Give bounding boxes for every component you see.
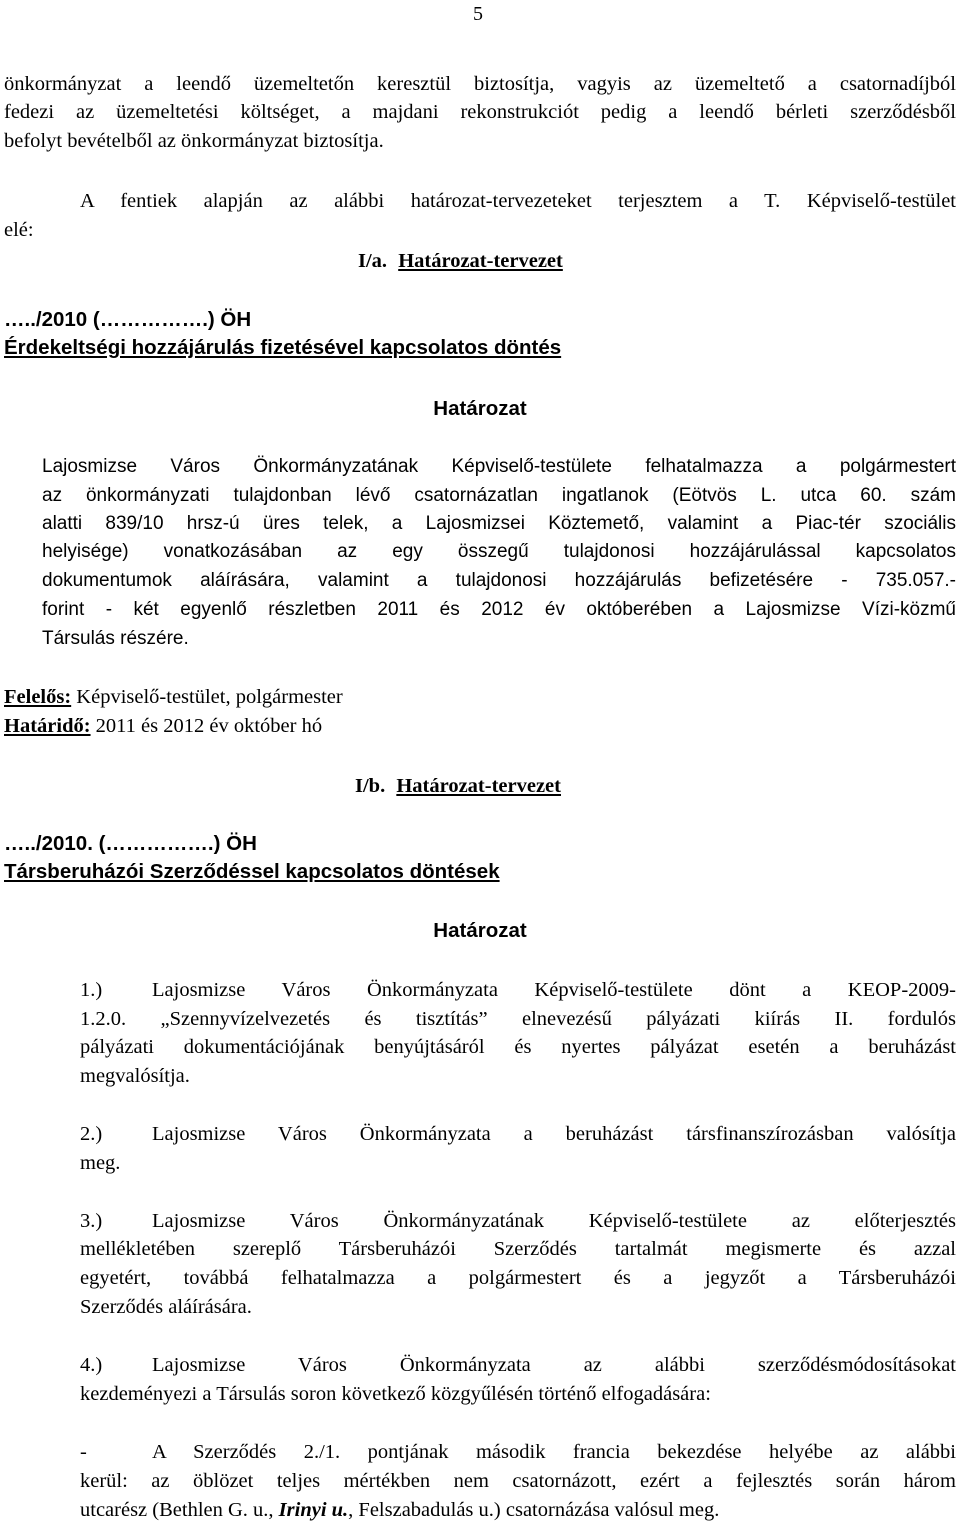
intro-line-2: fedezi az üzemeltetési költséget, a majdani rekonstrukciót pedig a leendő bérleti szerződésből [4, 101, 956, 123]
item-1-number: 1.) [80, 979, 103, 1001]
proposal-line: A fentiek alapján az alábbi határozat-tervezeteket terjesztem a T. Képviselő-testület [80, 190, 956, 212]
draft-a-body-line-7: Társulás részére. [42, 628, 189, 649]
draft-a-heading-prefix: I/a. [358, 250, 388, 272]
item-3-line-4: Szerződés aláírására. [80, 1296, 252, 1318]
draft-b-resolution-title: Határozat [433, 919, 527, 942]
dash-item-first-line: A Szerződés 2./1. pontjának második francia bekezdése helyébe az alábbi [152, 1441, 956, 1463]
item-3-first-line: Lajosmizse Város Önkormányzatának Képviselő-testülete az előterjesztés [152, 1210, 956, 1232]
item-4-number: 4.) [80, 1354, 103, 1376]
deadline-label: Határidő: [4, 715, 91, 737]
dash-bullet: - [80, 1441, 87, 1463]
draft-b-number: …../2010. (…………….) ÖH [4, 832, 257, 855]
deadline-value: 2011 és 2012 év október hó [90, 715, 323, 737]
draft-a-body-line-1: Lajosmizse Város Önkormányzatának Képviselő-testülete felhatalmazza a polgármestert [42, 456, 956, 477]
responsible-value: Képviselő-testület, polgármester [71, 686, 343, 708]
dash-item-line-3-b: Irinyi u. [278, 1499, 349, 1521]
draft-b-subject: Társberuházói Szerződéssel kapcsolatos döntések [4, 860, 500, 883]
draft-a-number: …../2010 (…………….) ÖH [4, 308, 252, 331]
item-1-line-3: pályázati dokumentációjának benyújtásáról és nyertes pályázat esetén a beruházást [80, 1036, 956, 1058]
draft-a-body-line-5: dokumentumok aláírására, valamint a tulajdonosi hozzájárulás befizetésére - 735.057.- [42, 570, 956, 591]
draft-a-resolution-title: Határozat [433, 397, 527, 420]
draft-a-body-line-4: helyisége) vonatkozásában az egy összegű tulajdonosi hozzájárulással kapcsolatos [42, 541, 956, 562]
item-4-line-2: kezdeményezi a Társulás soron következő közgyűlésén történő elfogadására: [80, 1383, 711, 1405]
dash-item-line-3-c: , Felszabadulás u.) csatornázása valósul meg. [348, 1499, 720, 1521]
draft-a-heading [358, 249, 563, 273]
item-1-line-2: 1.2.0. „Szennyvízelvezetés és tisztítás” elnevezésű pályázati kiírás II. fordulós [80, 1008, 956, 1030]
item-3-line-2: mellékletében szereplő Társberuházói Szerződés tartalmát megismerte és azzal [80, 1238, 956, 1260]
draft-a-deadline [4, 714, 322, 738]
draft-a-responsible [4, 685, 343, 709]
item-1-line-4: megvalósítja. [80, 1065, 190, 1087]
draft-b-heading-prefix: I/b. [355, 775, 386, 797]
intro-line-1: önkormányzat a leendő üzemeltetőn keresztül biztosítja, vagyis az üzemeltető a csatornadíjból [4, 73, 956, 95]
draft-a-body-line-2: az önkormányzati tulajdonban lévő csatornázatlan ingatlanok (Eötvös L. utca 60. szám [42, 485, 956, 506]
intro-line-3: befolyt bevételből az önkormányzat biztosítja. [4, 130, 384, 152]
item-4-first-line: Lajosmizse Város Önkormányzata az alábbi szerződésmódosításokat [152, 1354, 956, 1376]
dash-item-line-2: kerül: az öblözet teljes mértékben nem csatornázott, ezért a fejlesztés során három [80, 1470, 956, 1492]
responsible-label: Felelős: [4, 686, 72, 708]
draft-a-heading-title: Határozat-tervezet [398, 250, 563, 272]
item-1-first-line: Lajosmizse Város Önkormányzata Képviselő-testülete dönt a KEOP-2009- [152, 979, 956, 1001]
dash-item-line-3-a: utcarész (Bethlen G. u., [80, 1499, 279, 1521]
proposal-tail: elé: [4, 219, 34, 241]
draft-a-subject: Érdekeltségi hozzájárulás fizetésével kapcsolatos döntés [4, 336, 562, 359]
item-2-number: 2.) [80, 1123, 103, 1145]
dash-item-line-3 [80, 1498, 719, 1522]
draft-a-body-line-6: forint - két egyenlő részletben 2011 és 2012 év októberében a Lajosmizse Vízi-közmű [42, 599, 956, 620]
draft-a-body-line-3: alatti 839/10 hrsz-ú üres telek, a Lajosmizsei Köztemető, valamint a Piac-tér szociális [42, 513, 956, 534]
item-2-first-line: Lajosmizse Város Önkormányzata a beruházást társfinanszírozásban valósítja [152, 1123, 956, 1145]
item-2-line-2: meg. [80, 1152, 121, 1174]
page-number: 5 [473, 3, 483, 25]
draft-b-heading [355, 774, 561, 798]
draft-b-heading-title: Határozat-tervezet [396, 775, 561, 797]
item-3-number: 3.) [80, 1210, 103, 1232]
item-3-line-3: egyetért, továbbá felhatalmazza a polgármestert és a jegyzőt a Társberuházói [80, 1267, 956, 1289]
